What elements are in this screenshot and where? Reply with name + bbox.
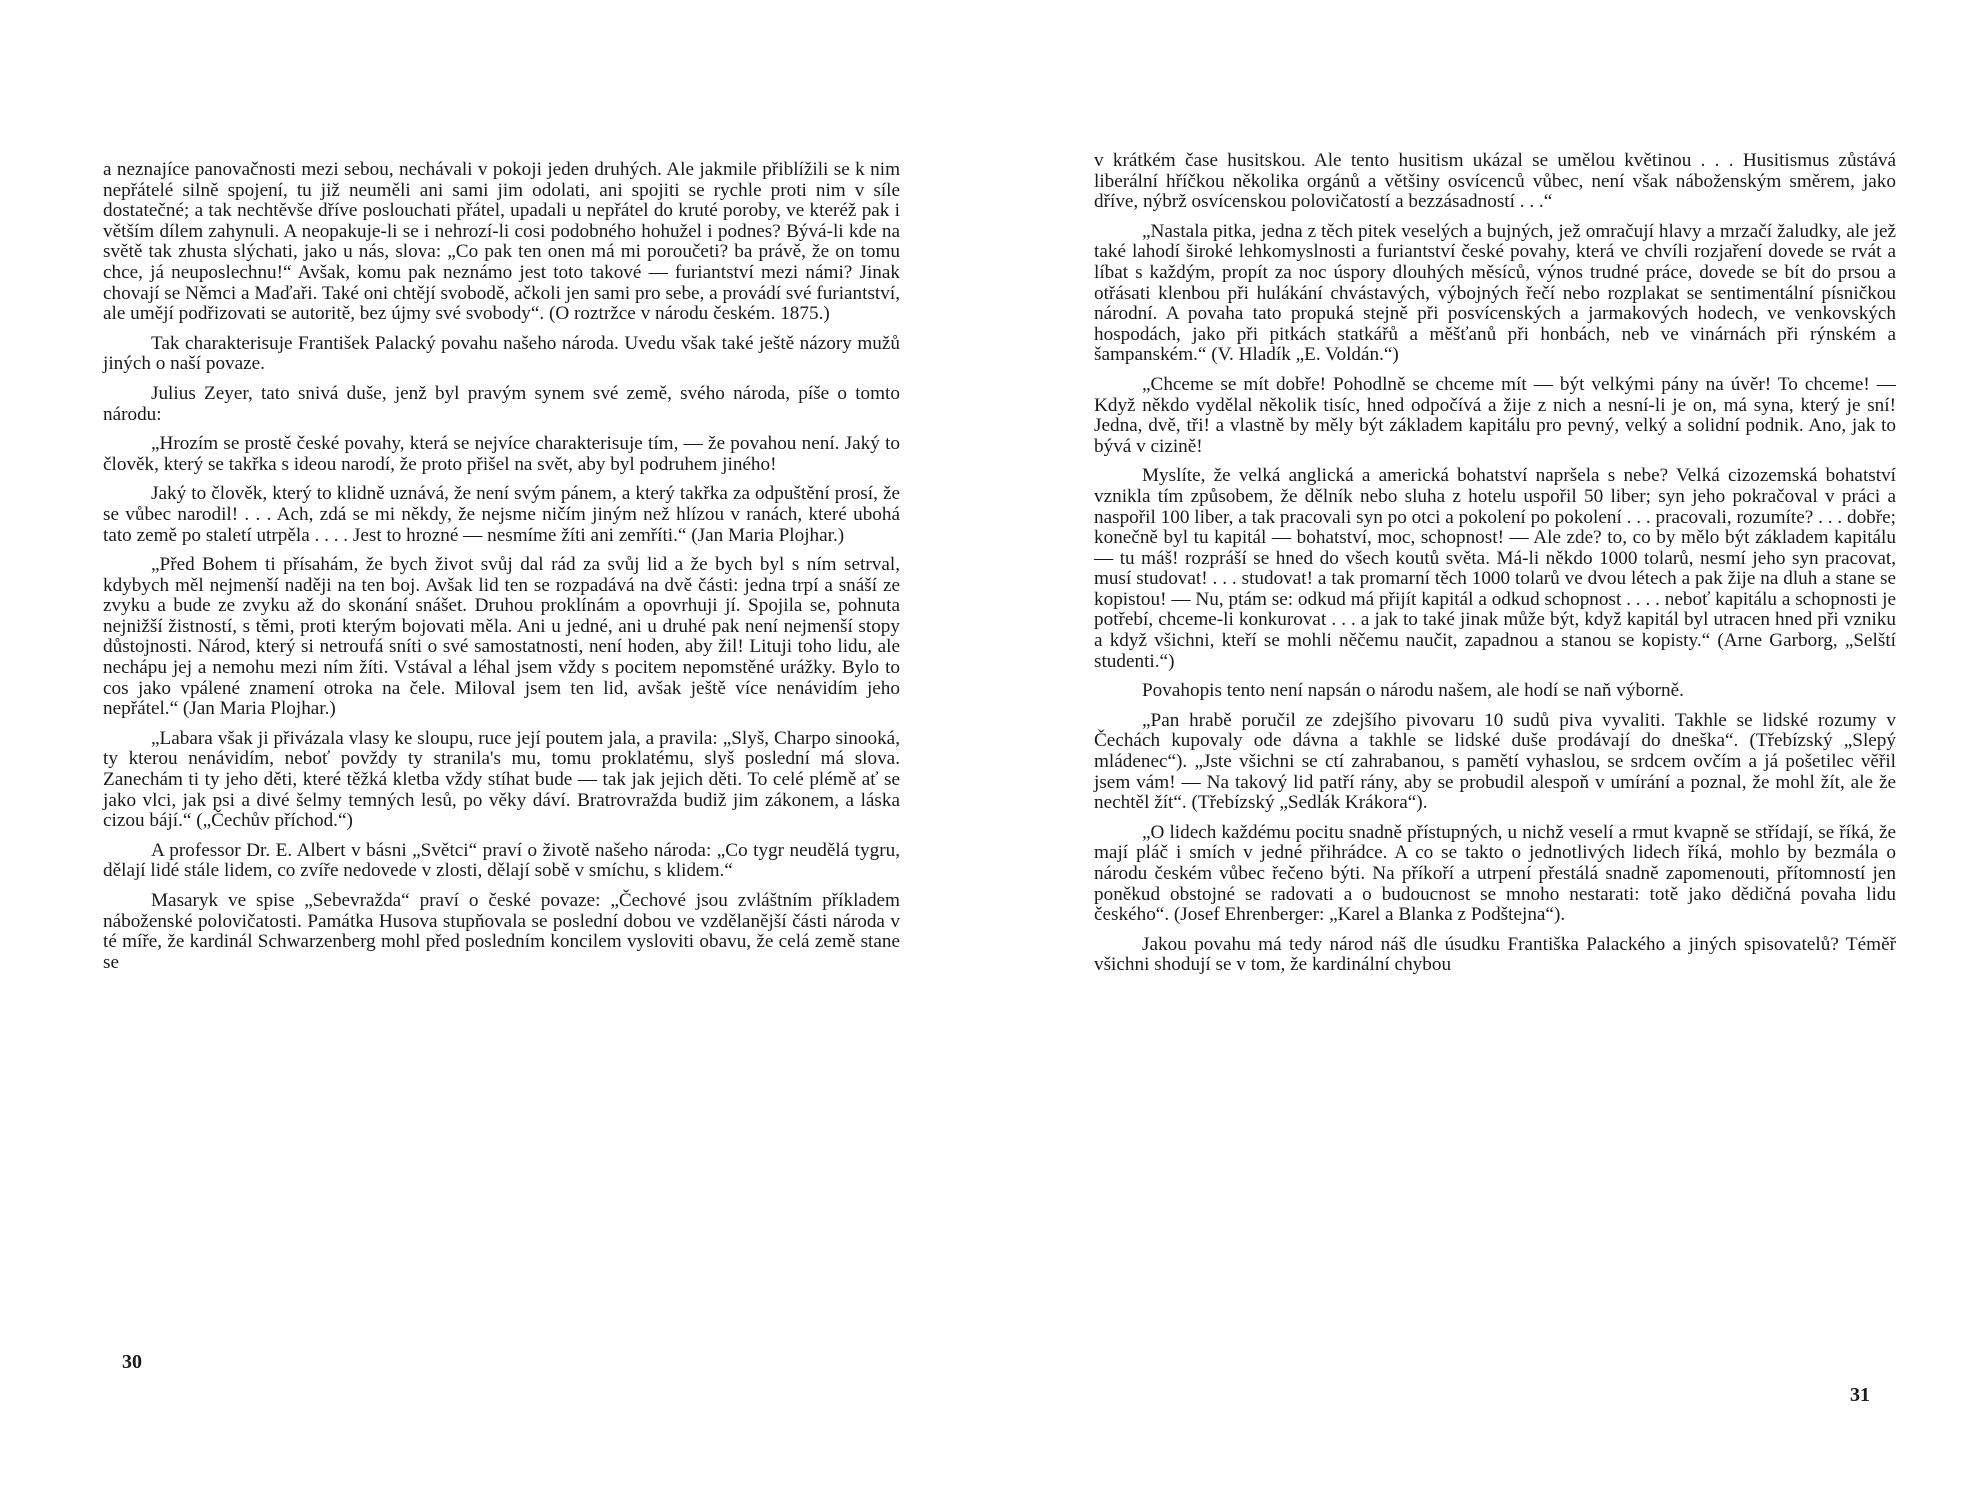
right-page <box>993 0 1986 1501</box>
paragraph: „Nastala pitka, jedna z těch pitek veselých a bujných, jež omračují hlavy a mrzačí žaludky, ale jež také lahodí široké lehkomyslnosti a furiantství české povahy, která ve chvíli rozjaření dovede se rvát a líbat s každým, propít za noc úspory dlouhých měsíců, výnos trudné práce, dovede se bít do prsou a otřásati klenbou při hulákání chvástavých, výbojných řečí nebo rozplakat se sentimentální písničkou národní. A povaha tato propuká stejně při posvícenských a jarmakových hodech, ve venkovských hospodách, jako při pitkách statkářů a měšťanů při honbách, neb ve vinárnách při rýnském a šampanském.“ (V. Hladík „E. Voldán.“) <box>1094 220 1896 366</box>
right-page-text <box>1094 151 1896 985</box>
paragraph: v krátkém čase husitskou. Ale tento husitism ukázal se umělou květinou . . . Husitismus zůstává liberální hříčkou několika orgánů a většiny osvícenců vůbec, není však náboženským směrem, jako dříve, nýbrž osvícenskou polovičatostí a bezzásadností . . .“ <box>1094 150 1896 213</box>
paragraph: „Labara však ji přivázala vlasy ke sloupu, ruce její poutem jala, a pravila: „Slyš, Charpo sinooká, ty kterou nenávidím, neboť povždy ty stranila's mu, tomu proklatému, slyš poslední má slova. Zanechám ti ty jeho děti, které těžká kletba vždy stíhat bude — tak jak jejich děti. To celé plémě ať se jako vlci, jak psi a divé šelmy temných lesů, po věky dáví. Bratrovražda budiž jim zákonem, a láska cizou bájí.“ („Čechův příchod.“) <box>103 727 900 832</box>
paragraph: Jaký to člověk, který to klidně uznává, že není svým pánem, a který takřka za odpuštění prosí, že se vůbec narodil! . . . Ach, zdá se mi někdy, že nejsme ničím jiným než hlízou v ranách, které ubohá tato země po staletí utrpěla . . . . Jest to hrozné — nesmíme žíti ani zemříti.“ (Jan Maria Plojhar.) <box>103 483 900 546</box>
left-page-text <box>103 160 900 982</box>
paragraph: „Hrozím se prostě české povahy, která se nejvíce charakterisuje tím, — že povahou není. Jaký to člověk, který se takřka s ideou narodí, že proto přišel na svět, aby byl podruhem jiného! <box>103 433 900 475</box>
paragraph: Julius Zeyer, tato snivá duše, jenž byl pravým synem své země, svého národa, píše o tomto národu: <box>103 382 900 425</box>
paragraph: „Pan hrabě poručil ze zdejšího pivovaru 10 sudů piva vyvaliti. Takhle se lidské rozumy v Čechách kupovaly ode dávna a takhle se lidské duše prodávají do dneška“. (Třebízský „Slepý mládenec“). „Jste všichni se ctí zahrabanou, s pamětí vyhaslou, se srdcem ovčím a já pošetilec věřil jsem vám! — Na takový lid patří rány, aby se probudil alespoň v umírání a poznal, že mohl žít, ale že nechtěl žít“. (Třebízský „Sedlák Krákora“). <box>1094 709 1896 814</box>
paragraph: Jakou povahu má tedy národ náš dle úsudku Františka Palackého a jiných spisovatelů? Téměř všichni shodují se v tom, že kardinální chybou <box>1094 933 1896 976</box>
page-number: 31 <box>1850 1384 1870 1406</box>
paragraph: „Chceme se mít dobře! Pohodlně se chceme mít — být velkými pány na úvěr! To chceme! — Když někdo vydělal několik tisíc, hned odpočívá a žije z nich a nesní-li je on, má syna, který je sní! Jedna, dvě, tři! a vlastně by měly být základem kapitálu pro pevný, velký a solidní podnik. Ano, jak to bývá v cizině! <box>1094 373 1896 457</box>
paragraph: A professor Dr. E. Albert v básni „Světci“ praví o životě našeho národa: „Co tygr neudělá tygru, dělají lidé stále lidem, co zvíře nedovede v zlosti, dělají sobě v smíchu, s klidem.“ <box>103 839 900 882</box>
page-number: 30 <box>122 1351 142 1373</box>
paragraph: Myslíte, že velká anglická a americká bohatství napršela s nebe? Velká cizozemská bohatství vznikla tím způsobem, že dělník nebo sluha z hotelu uspořil 50 liber; syn jeho pokračoval v práci a naspořil 100 liber, a tak pracovali syn po otci a pokolení po pokolení . . . pracovali, rozumíte? . . . dobře; konečně byl tu kapitál — bohatství, moc, schopnost! — Ale zde? to, co by mělo být základem kapitálu — tu máš! rozpráší se hned do všech koutů světa. Má-li někdo 1000 tolarů, nesmí jeho syn pracovat, musí studovat! . . . studovat! a tak promarní těch 1000 tolarů ve dvou létech a pak žije na dluh a stane se kopistou! — Nu, ptám se: odkud má přijít kapitál a odkud schopnost . . . . neboť kapitálu a schopnosti je potřebí, chceme-li konkurovat . . . a jak to také jinak může být, když kapitál byl utracen hned při vzniku a když všichni, kteří se mohli něčemu naučit, zapadnou a stanou se kopisty.“ (Arne Garborg, „Selští studenti.“) <box>1094 465 1896 672</box>
paragraph: Tak charakterisuje František Palacký povahu našeho národa. Uvedu však také ještě názory mužů jiných o naší povaze. <box>103 332 900 375</box>
paragraph: „O lidech každému pocitu snadně přístupných, u nichž veselí a rmut kvapně se střídají, se říká, že mají pláč i smích v jedné přihrádce. A co se takto o jednotlivých lidech říká, mohlo by bezmála o národu českém vůbec řečeno býti. Na příkoří a utrpení přestálá snadně zapomenouti, přítomností jen poněkud obstojné se radovati a o budoucnost se mnoho nestarati: totě jako dědičná povaha lidu českého“. (Josef Ehrenberger: „Karel a Blanka z Podštejna“). <box>1094 821 1896 926</box>
paragraph: „Před Bohem ti přísahám, že bych život svůj dal rád za svůj lid a že bych byl s ním setrval, kdybych měl nejmenší naději na ten boj. Avšak lid ten se rozpadává na dvě části: jedna trpí a snáší ze zvyku a bude ze zvyku až do skonání snášet. Druhou proklínám a opovrhuji jí. Spojila se, pohnuta nejnižší žistností, s těmi, proti kterým bojovati měla. Ani u jedné, ani u druhé pak není nejmenší stopy důstojnosti. Národ, který si netroufá sníti o své samostatnosti, není hoden, aby žil! Lituji toho lidu, ale nechápu jej a nemohu mezi ním žíti. Vstával a léhal jsem vždy s pocitem nepomstěné urážky. Bylo to cos jako vpálené znamení otroka na čele. Miloval jsem ten lid, avšak ještě více nenávidím jeho nepřátel.“ (Jan Maria Plojhar.) <box>103 554 900 720</box>
paragraph: Masaryk ve spise „Sebevražda“ praví o české povaze: „Čechové jsou zvláštním příkladem náboženské polovičatosti. Památka Husova stupňovala se poslední dobou ve vzdělanější části národa v té míře, že kardinál Schwarzenberg mohl před posledním koncilem vysloviti obavu, že celá země stane se <box>103 890 900 973</box>
paragraph: Povahopis tento není napsán o národu našem, ale hodí se naň výborně. <box>1142 680 1684 702</box>
paragraph: a neznajíce panovačnosti mezi sebou, nechávali v pokoji jeden druhých. Ale jakmile přiblížili se k nim nepřátelé silně spojení, tu již neuměli ani sami jim odolati, ani spojiti se rychle proti nim v síle dostatečné; a tak nechtěvše dříve poslouchati přátel, upadali u nepřátel do kruté poroby, ve kteréž pak i větším dílem zahynuli. A neopakuje-li se i nehrozí-li cosi podobného hohužel i podnes? Bývá-li kde na světě tak zhusta slýchati, jako u nás, slova: „Co pak ten onen má mi poroučeti? ba právě, že on tomu chce, já neuposlechnu!“ Avšak, komu pak neznámo jest toto takové — furiantství mezi námi? Jinak chovají se Němci a Maďaři. Také oni chtějí svobodě, ačkoli jen sami pro sebe, a provádí své furiantství, ale umějí podřizovati se autoritě, bez újmy své svobody“. (O roztržce v národu českém. 1875.) <box>103 159 900 325</box>
